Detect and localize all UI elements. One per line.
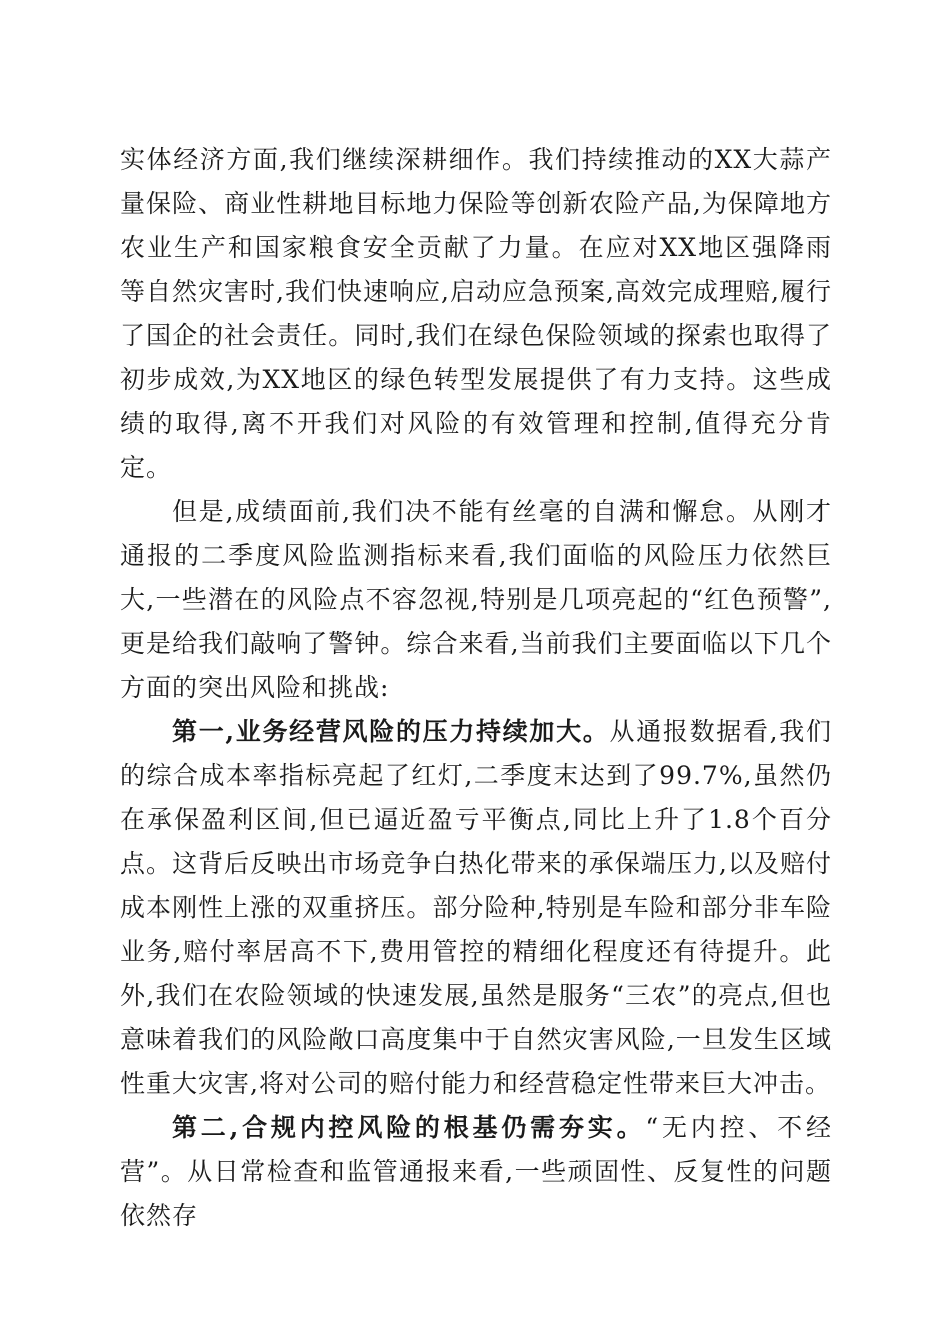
document-body bbox=[120, 138, 832, 1238]
paragraph-lead: 第二,合规内控风险的根基仍需夯实。 bbox=[172, 1113, 646, 1142]
paragraph-text: 从通报数据看,我们的综合成本率指标亮起了红灯,二季度末达到了99.7%,虽然仍在承保盈利区间,但已逼近盈亏平衡点,同比上升了1.8个百分点。这背后反映出市场竞争白热化带来的承保端压力,以及赔付成本刚性上涨的双重挤压。部分险种,特别是车险和部分非车险业务,赔付率居高不下,费用管控的精细化程度还有待提升。此外,我们在农险领域的快速发展,虽然是服务“三农”的亮点,但也意味着我们的风险敞口高度集中于自然灾害风险,一旦发生区域性重大灾害,将对公司的赔付能力和经营稳定性带来巨大冲击。 bbox=[120, 717, 832, 1098]
paragraph-text: “无内控、不经营”。从日常检查和监管通报来看,一些顽固性、反复性的问题依然存 bbox=[120, 1113, 832, 1230]
paragraph-risk-overview bbox=[120, 490, 832, 710]
paragraph-lead: 第一,业务经营风险的压力持续加大。 bbox=[172, 717, 610, 746]
paragraph-compliance-risk bbox=[120, 1106, 832, 1238]
paragraph-business-risk bbox=[120, 710, 832, 1106]
paragraph-text: 实体经济方面,我们继续深耕细作。我们持续推动的XX大蒜产量保险、商业性耕地目标地力保险等创新农险产品,为保障地方农业生产和国家粮食安全贡献了力量。在应对XX地区强降雨等自然灾害时,我们快速响应,启动应急预案,高效完成理赔,履行了国企的社会责任。同时,我们在绿色保险领域的探索也取得了初步成效,为XX地区的绿色转型发展提供了有力支持。这些成绩的取得,离不开我们对风险的有效管理和控制,值得充分肯定。 bbox=[120, 145, 832, 482]
paragraph-real-economy bbox=[120, 138, 832, 490]
paragraph-text: 但是,成绩面前,我们决不能有丝毫的自满和懈怠。从刚才通报的二季度风险监测指标来看,我们面临的风险压力依然巨大,一些潜在的风险点不容忽视,特别是几项亮起的“红色预警”,更是给我们敲响了警钟。综合来看,当前我们主要面临以下几个方面的突出风险和挑战: bbox=[120, 497, 832, 702]
